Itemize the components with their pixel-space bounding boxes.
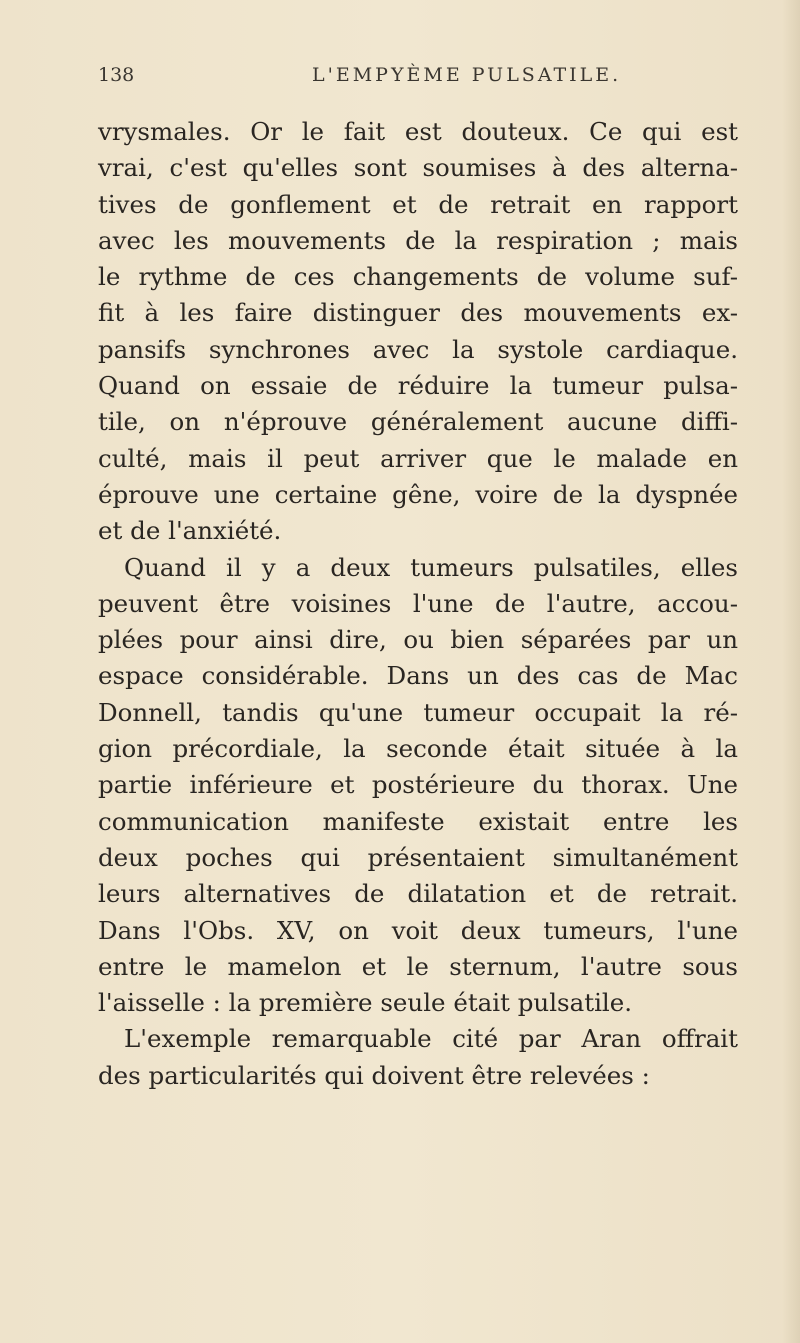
text-line: leurs alternatives de dilatation et de retrait. xyxy=(98,879,738,909)
text-line: partie inférieure et postérieure du thorax. Une xyxy=(98,770,738,800)
text-line: Donnell, tandis qu'une tumeur occupait la ré- xyxy=(98,697,738,727)
text-line: tives de gonflement et de retrait en rapport xyxy=(98,189,738,219)
text-line: éprouve une certaine gêne, voire de la dyspnée xyxy=(98,479,738,509)
text-line: l'aisselle : la première seule était pulsatile. xyxy=(98,988,633,1018)
text-line: le rythme de ces changements de volume suf- xyxy=(98,262,738,292)
text-line: plées pour ainsi dire, ou bien séparées par un xyxy=(98,625,738,655)
body-text xyxy=(98,114,738,1094)
text-line: entre le mamelon et le sternum, l'autre sous xyxy=(98,951,738,981)
text-line: deux poches qui présentaient simultanément xyxy=(98,842,738,872)
page-edge-shadow xyxy=(782,0,800,1343)
text-line: tile, on n'éprouve généralement aucune diffi- xyxy=(98,407,738,437)
page-header xyxy=(98,64,738,94)
text-line: des particularités qui doivent être relevées : xyxy=(98,1060,650,1090)
page-number: 138 xyxy=(98,64,135,86)
text-line: vrai, c'est qu'elles sont soumises à des alterna- xyxy=(98,153,738,183)
text-line: avec les mouvements de la respiration ; mais xyxy=(98,225,738,255)
text-line: L'exemple remarquable cité par Aran offrait xyxy=(124,1024,738,1054)
text-line: et de l'anxiété. xyxy=(98,516,282,546)
text-line: espace considérable. Dans un des cas de Mac xyxy=(98,661,738,691)
text-line: culté, mais il peut arriver que le malade en xyxy=(98,443,738,473)
text-line: vrysmales. Or le fait est douteux. Ce qui est xyxy=(98,117,738,146)
text-line: Quand on essaie de réduire la tumeur pulsa- xyxy=(98,371,738,401)
text-line: communication manifeste existait entre les xyxy=(98,806,738,836)
text-line: pansifs synchrones avec la systole cardiaque. xyxy=(98,334,738,364)
text-line: fit à les faire distinguer des mouvements ex- xyxy=(98,298,738,328)
text-line: Quand il y a deux tumeurs pulsatiles, elles xyxy=(124,552,738,582)
text-line: gion précordiale, la seconde était située à la xyxy=(98,734,738,764)
running-title: L'EMPYÈME PULSATILE. xyxy=(312,64,622,86)
text-line: Dans l'Obs. XV, on voit deux tumeurs, l'une xyxy=(98,915,738,945)
text-line: peuvent être voisines l'une de l'autre, accou- xyxy=(98,588,738,618)
